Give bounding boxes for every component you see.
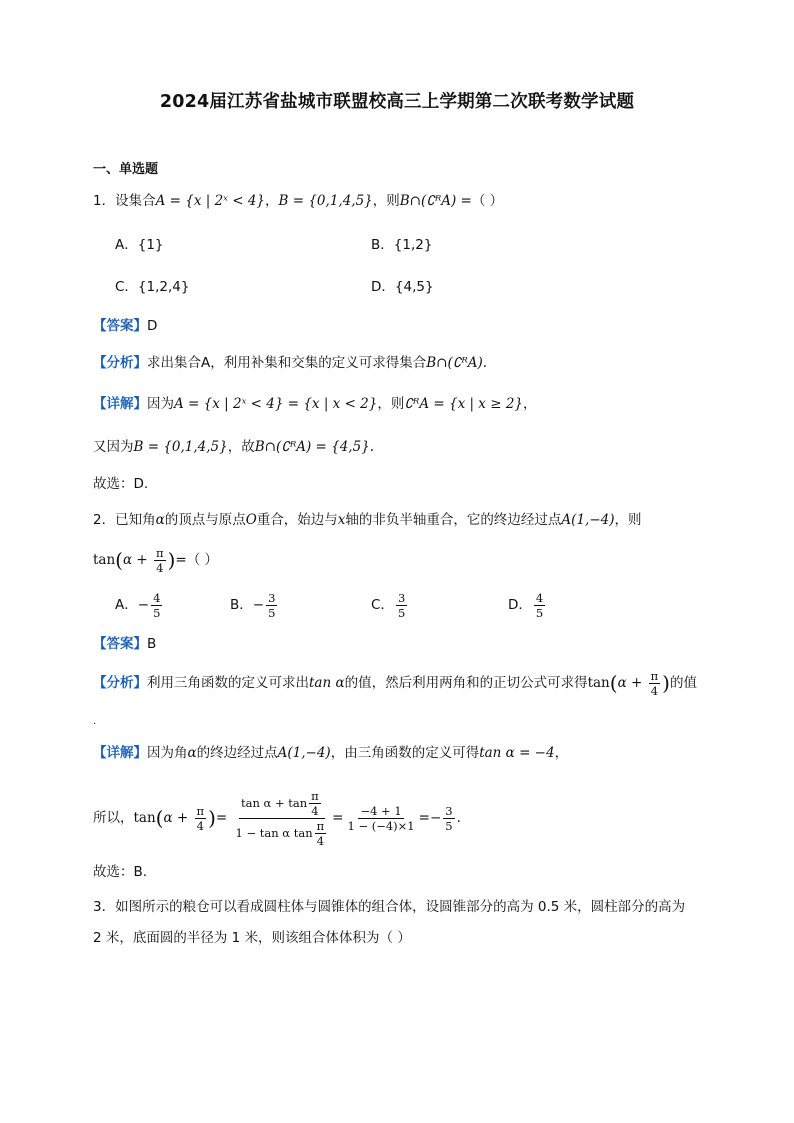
- q1-detail: 【详解】因为A = {x | 2ˣ < 4} = {x | x < 2}，则∁ᴿA = {x | x ≥ 2}，: [93, 396, 537, 412]
- question-2-stem: 2．已知角α的顶点与原点O重合，始边与x轴的非负半轴重合，它的终边经过点A(1,−4)，则: [93, 512, 642, 528]
- q2-analysis: 【分析】利用三角函数的定义可求出tan α的值，然后利用两角和的正切公式可求得tan(α + $\frac{\pi}{4}$ )的值: [93, 668, 697, 698]
- q2-option-a: A．− $\frac{4}{5}$: [115, 590, 161, 620]
- q1-analysis: 【分析】求出集合A，利用补集和交集的定义可求得集合B∩(∁ᴿA).: [93, 355, 488, 371]
- q2-answer: 【答案】B: [93, 636, 157, 652]
- question-2-expression: tan(α + $\frac{\pi}{4}$ )=（ ）: [93, 545, 218, 575]
- q2-detail-formula: 所以，tan(α + $\frac{\pi}{4}$ )= tan α + tan $\frac{\pi}{4}$ 1 − tan α tan $\frac{\pi}{4}$ = $\frac{-4 + 1}{1 - (-4)\times 1}$ =− $\frac{3}{5}$ .: [93, 788, 461, 848]
- q1-option-a: A．{1}: [115, 237, 164, 253]
- q2-option-d: D． $\frac{4}{5}$: [508, 590, 544, 620]
- q2-option-b: B．− $\frac{3}{5}$: [230, 590, 276, 620]
- q2-option-c: C． $\frac{3}{5}$: [371, 590, 406, 620]
- q1-option-d: D．{4,5}: [371, 279, 434, 295]
- question-1-stem: 1．设集合A = {x | 2ˣ < 4}，B = {0,1,4,5}，则B∩(∁ᴿA) =（ ）: [93, 193, 504, 209]
- q2-choose: 故选：B.: [93, 864, 148, 880]
- q1-option-b: B．{1,2}: [371, 237, 433, 253]
- section-heading: 一、单选题: [93, 162, 159, 177]
- question-3-line-1: 3．如图所示的粮仓可以看成圆柱体与圆锥体的组合体，设圆锥部分的高为 0.5 米，圆柱部分的高为: [93, 899, 686, 915]
- q1-choose: 故选：D.: [93, 476, 149, 492]
- q2-analysis-dot: .: [93, 716, 97, 727]
- question-3-line-2: 2 米，底面圆的半径为 1 米，则该组合体体积为（ ）: [93, 930, 411, 946]
- page-title: 2024届江苏省盐城市联盟校高三上学期第二次联考数学试题: [159, 92, 635, 112]
- q1-option-c: C．{1,2,4}: [115, 279, 190, 295]
- q1-answer: 【答案】D: [93, 318, 158, 334]
- q2-detail: 【详解】因为角α的终边经过点A(1,−4)，由三角函数的定义可得tan α = −4，: [93, 745, 569, 761]
- q1-detail-2: 又因为B = {0,1,4,5}，故B∩(∁ᴿA) = {4,5}.: [93, 439, 375, 455]
